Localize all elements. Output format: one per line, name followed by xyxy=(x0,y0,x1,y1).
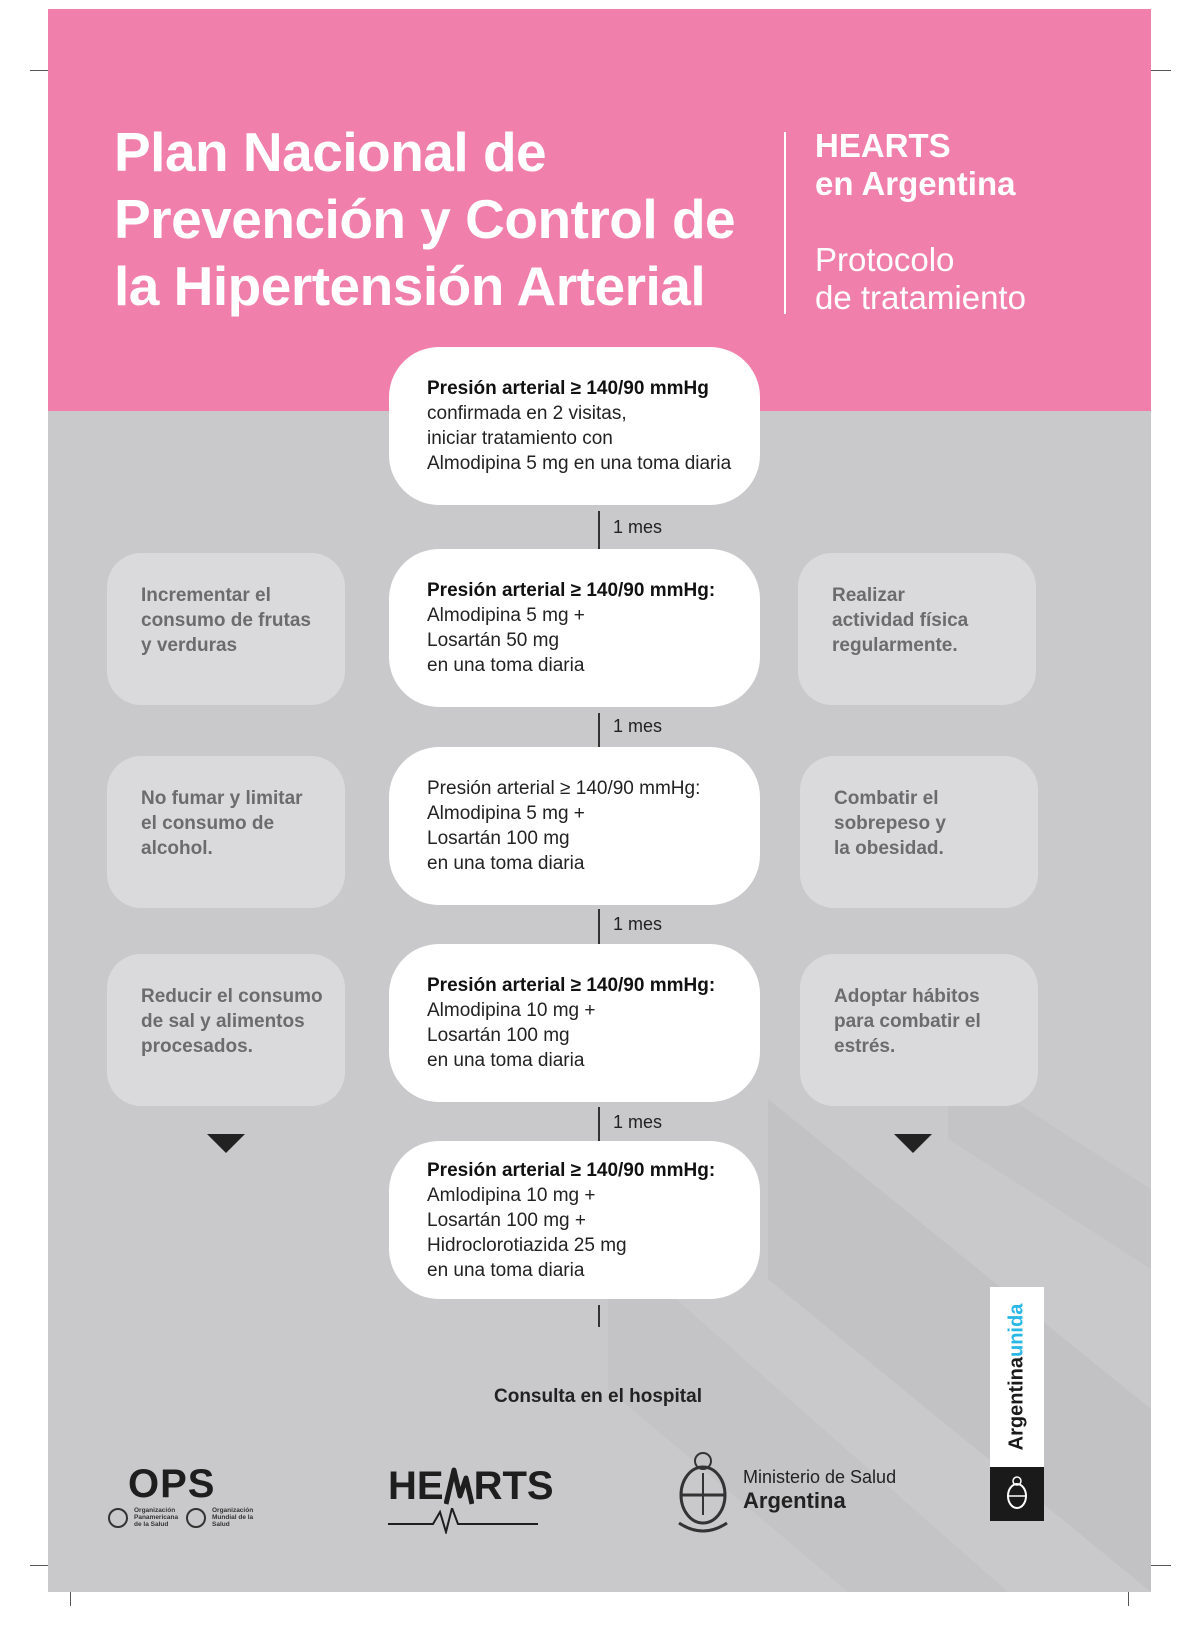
step-line: confirmada en 2 visitas, xyxy=(427,403,627,424)
heartbeat-icon xyxy=(444,1464,474,1508)
step-line: Almodipina 5 mg en una toma diaria xyxy=(427,453,732,474)
tip-line: Adoptar hábitos xyxy=(834,986,980,1007)
argentina-unida-label xyxy=(990,1287,1044,1467)
argentina-unida-emblem xyxy=(990,1467,1044,1521)
step-condition: Presión arterial ≥ 140/90 mmHg xyxy=(427,378,709,399)
poster xyxy=(48,9,1151,1592)
lifestyle-tip-right-1 xyxy=(798,553,1036,705)
step-condition: Presión arterial ≥ 140/90 mmHg: xyxy=(427,1159,716,1181)
protocol-subtitle xyxy=(815,241,1026,317)
ministerio-logo xyxy=(673,1449,897,1540)
interval-label: 1 mes xyxy=(613,716,663,736)
subtitle-line: Protocolo xyxy=(815,241,955,278)
tip-line: alcohol. xyxy=(141,838,213,859)
brand-heading xyxy=(815,127,1015,203)
tip-line: Combatir el xyxy=(834,788,939,809)
step-line: Almodipina 10 mg + xyxy=(427,1000,596,1021)
step-line: en una toma diaria xyxy=(427,1050,585,1071)
ministerio-text xyxy=(743,1466,943,1514)
step-line: en una toma diaria xyxy=(427,1259,585,1281)
ops-org-name: Organización Panamericana de la Salud xyxy=(134,1507,179,1528)
au-part1: Argentina xyxy=(1005,1357,1028,1451)
step-line: Losartán 50 mg xyxy=(427,630,560,651)
treatment-step-2 xyxy=(389,549,760,707)
treatment-step-5 xyxy=(389,1141,760,1299)
tip-line: actividad física xyxy=(832,610,969,631)
subtitle-line: de tratamiento xyxy=(815,279,1026,316)
header-divider xyxy=(784,132,786,314)
tip-line: para combatir el xyxy=(834,1011,981,1032)
emblem-icon xyxy=(990,1467,1044,1521)
hearts-word-right: RTS xyxy=(473,1464,554,1508)
interval-label: 1 mes xyxy=(613,1112,663,1132)
step-line: en una toma diaria xyxy=(427,655,585,676)
lifestyle-tip-left-1 xyxy=(107,553,345,705)
interval-label: 1 mes xyxy=(613,517,663,537)
down-arrow-icon xyxy=(894,1134,932,1153)
hearts-logo xyxy=(388,1464,554,1539)
lifestyle-tip-right-2 xyxy=(800,756,1038,908)
coat-of-arms-icon xyxy=(673,1449,733,1535)
step-line: Losartán 100 mg xyxy=(427,828,570,849)
tip-line: de sal y alimentos xyxy=(141,1011,305,1032)
oms-org-name: Organización Mundial de la Salud xyxy=(212,1507,254,1528)
step-line: Presión arterial ≥ 140/90 mmHg: xyxy=(427,778,701,799)
ops-logo xyxy=(108,1464,258,1528)
lifestyle-tip-right-3 xyxy=(800,954,1038,1106)
title-line: Prevención y Control de xyxy=(114,188,736,250)
step-line: Amlodipina 10 mg + xyxy=(427,1184,596,1206)
title-line: la Hipertensión Arterial xyxy=(114,255,706,317)
step-line: Almodipina 5 mg + xyxy=(427,803,585,824)
tip-line: sobrepeso y xyxy=(834,813,946,834)
globe-icon xyxy=(186,1508,206,1528)
ekg-line-icon xyxy=(388,1508,538,1534)
argentina-unida-text xyxy=(1006,1304,1029,1451)
au-part2: unida xyxy=(1005,1303,1028,1357)
down-arrow-icon xyxy=(207,1134,245,1153)
tip-line: consumo de frutas xyxy=(141,610,311,631)
step-line: Losartán 100 mg xyxy=(427,1025,570,1046)
tip-line: la obesidad. xyxy=(834,838,944,859)
ops-wordmark: OPS xyxy=(128,1462,216,1506)
step-line: Losartán 100 mg + xyxy=(427,1209,586,1231)
hearts-word-left: HE xyxy=(388,1464,444,1508)
lifestyle-tip-left-3 xyxy=(107,954,345,1106)
title-line: Plan Nacional de xyxy=(114,121,547,183)
ministerio-line2: Argentina xyxy=(743,1488,846,1513)
step-condition: Presión arterial ≥ 140/90 mmHg: xyxy=(427,975,716,996)
step-condition: Presión arterial ≥ 140/90 mmHg: xyxy=(427,580,716,601)
tip-line: procesados. xyxy=(141,1036,253,1057)
argentina-unida-badge xyxy=(990,1287,1044,1521)
ops-sublogos xyxy=(108,1507,258,1528)
step-line: en una toma diaria xyxy=(427,853,585,874)
globe-icon xyxy=(108,1508,128,1528)
tip-line: estrés. xyxy=(834,1036,896,1057)
treatment-step-1 xyxy=(389,347,760,505)
interval-label: 1 mes xyxy=(613,914,663,934)
brand-line: HEARTS xyxy=(815,127,951,164)
final-step-label: Consulta en el hospital xyxy=(494,1386,702,1407)
tip-line: y verduras xyxy=(141,635,238,656)
brand-line: en Argentina xyxy=(815,165,1016,202)
ministerio-line1: Ministerio de Salud xyxy=(743,1467,897,1487)
lifestyle-tip-left-2 xyxy=(107,756,345,908)
tip-line: Realizar xyxy=(832,585,905,606)
page-title xyxy=(114,119,794,320)
tip-line: Reducir el consumo xyxy=(141,986,323,1007)
flow-connector xyxy=(598,1305,600,1327)
tip-line: No fumar y limitar xyxy=(141,788,303,809)
tip-line: regularmente. xyxy=(832,635,958,656)
treatment-step-3 xyxy=(389,747,760,905)
tip-line: el consumo de xyxy=(141,813,275,834)
step-line: Almodipina 5 mg + xyxy=(427,605,585,626)
treatment-step-4 xyxy=(389,944,760,1102)
step-line: Hidroclorotiazida 25 mg xyxy=(427,1234,627,1256)
hearts-wordmark xyxy=(388,1464,554,1508)
tip-line: Incrementar el xyxy=(141,585,271,606)
step-line: iniciar tratamiento con xyxy=(427,428,613,449)
